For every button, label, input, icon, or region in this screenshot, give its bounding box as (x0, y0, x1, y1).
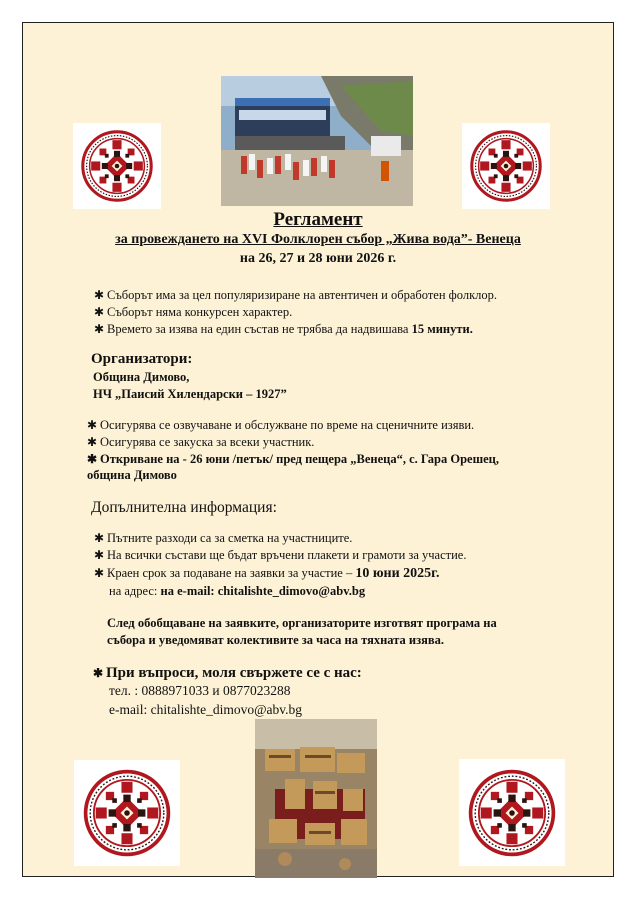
page-title: Регламент (273, 209, 363, 230)
folk-embroidery-emblem-icon (459, 759, 565, 866)
event-dates: на 26, 27 и 28 юни 2026 г. (239, 251, 397, 266)
opening-info: ✱ Откриване на - 26 юни /петък/ пред пещера „Венеца“, с. Гара Орешец, (87, 452, 499, 466)
provision-item: ✱ Осигурява се закуска за всеки участник. (87, 435, 315, 449)
asterisk-bullet-icon: ✱ (94, 322, 105, 336)
folk-embroidery-emblem-icon (74, 760, 180, 866)
opening-info-cont: община Димово (87, 468, 177, 482)
asterisk-bullet-icon: ✱ (94, 548, 105, 562)
asterisk-bullet-icon: ✱ (94, 531, 105, 545)
organizers-heading: Организатори: (91, 351, 193, 367)
folk-embroidery-emblem-icon (73, 123, 161, 209)
schedule-note-cont: събора и уведомяват колективите за часа на тяхната изява. (107, 633, 445, 647)
asterisk-bullet-icon: ✱ (93, 666, 104, 680)
poster-page (22, 22, 614, 877)
rule-item: ✱ Съборът има за цел популяризиране на автентичен и обработен фолклор. (94, 288, 498, 302)
asterisk-bullet-icon: ✱ (94, 305, 105, 319)
folk-embroidery-emblem-icon (462, 123, 550, 209)
asterisk-bullet-icon: ✱ (94, 566, 105, 580)
asterisk-bullet-icon: ✱ (87, 435, 98, 449)
rule-item: ✱ Времето за изява на един състав не трябва да надвишава 15 минути. (94, 322, 473, 336)
additional-item: ✱ Пътните разходи са за сметка на участниците. (94, 531, 353, 545)
asterisk-bullet-icon: ✱ (87, 418, 98, 432)
crafts-photo (255, 719, 377, 878)
event-subtitle: за провеждането на XVI Фолклорен събор „Жива вода”- Венеца (115, 232, 521, 247)
provision-item: ✱ Осигурява се озвучаване и обслужване по време на сценичните изяви. (87, 418, 475, 432)
contact-email: e-mail: chitalishte_dimovo@abv.bg (109, 702, 303, 717)
organizer-line: Община Димово, (93, 370, 190, 384)
asterisk-bullet-icon: ✱ (87, 452, 98, 466)
rule-item: ✱ Съборът няма конкурсен характер. (94, 305, 293, 319)
additional-info-heading: Допълнителна информация: (91, 499, 277, 516)
organizer-line: НЧ „Паисий Хилендарски – 1927” (93, 387, 287, 401)
asterisk-bullet-icon: ✱ (94, 288, 105, 302)
application-address: на адрес: на e-mail: chitalishte_dimovo@abv.bg (109, 584, 366, 598)
contact-phone: тел. : 0888971033 и 0877023288 (109, 683, 291, 698)
deadline-item: ✱ Краен срок за подаване на заявки за участие – 10 юни 2025г. (94, 566, 440, 581)
schedule-note: След обобщаване на заявките, организаторите изготвят програма на (107, 616, 497, 630)
festival-stage-photo (221, 76, 413, 206)
additional-item: ✱ На всички състави ще бъдат връчени плакети и грамоти за участие. (94, 548, 467, 562)
contact-heading: ✱ При въпроси, моля свържете се с нас: (93, 665, 362, 681)
